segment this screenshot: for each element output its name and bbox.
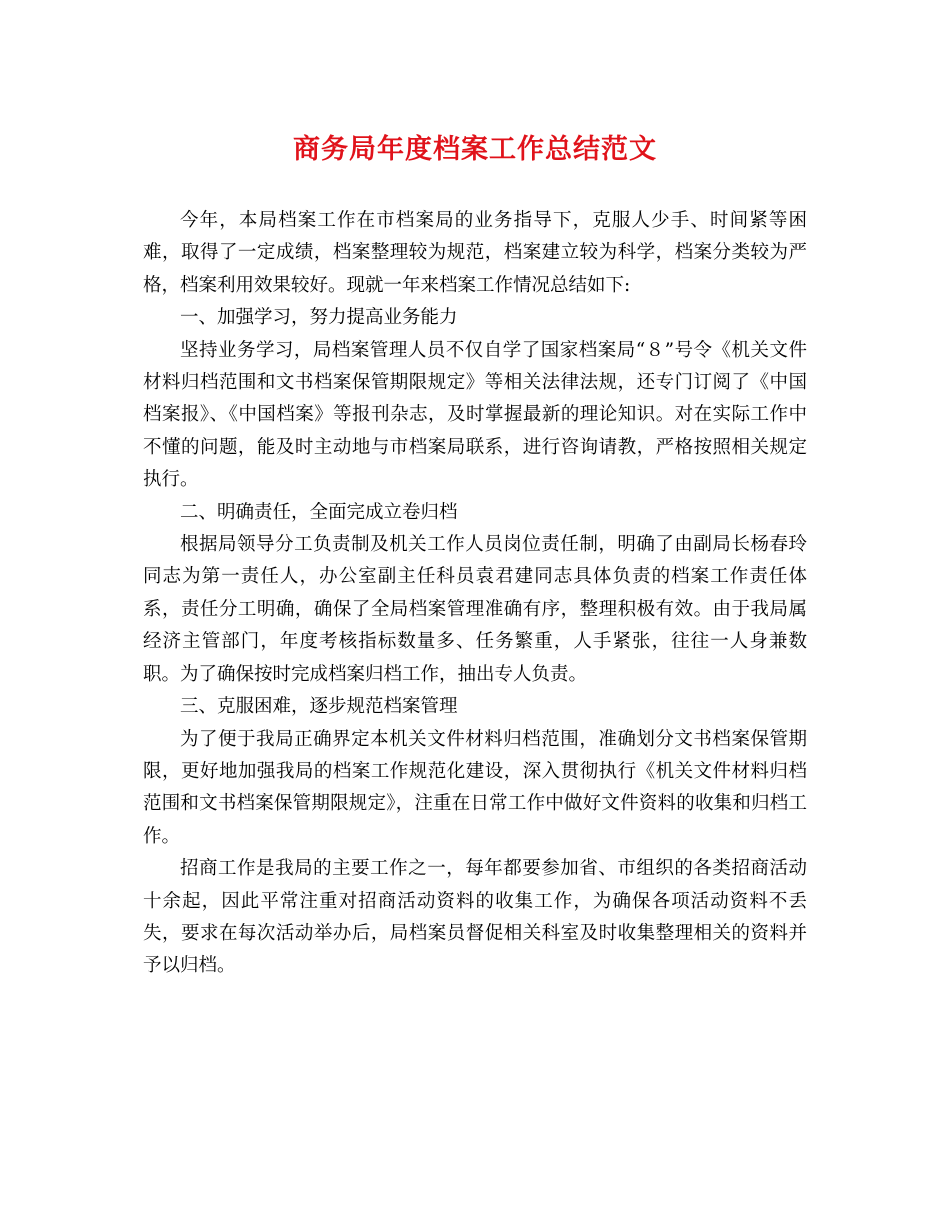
paragraph-section-2: 根据局领导分工负责制及机关工作人员岗位责任制，明确了由副局长杨春玲同志为第一责任人，办公室副主任科员袁君建同志具体负责的档案工作责任体系，责任分工明确，确保了全局档案管理准确有序，整理积极有效。由于我局属经济主管部门，年度考核指标数量多、任务繁重，人手紧张，往往一人身兼数职。为了确保按时完成档案归档工作，抽出专人负责。 [143,534,807,685]
paragraph-section-3b: 招商工作是我局的主要工作之一，每年都要参加省、市组织的各类招商活动十余起，因此平常注重对招商活动资料的收集工作，为确保各项活动资料不丢失，要求在每次活动举办后，局档案员督促相关科室及时收集整理相关的资料并予以归档。 [143,858,807,977]
document-body [143,205,807,983]
paragraph-intro: 今年，本局档案工作在市档案局的业务指导下，克服人少手、时间紧等困难，取得了一定成绩，档案整理较为规范，档案建立较为科学，档案分类较为严格，档案利用效果较好。现就一年来档案工作情况总结如下: [143,210,807,296]
section-heading-1: 一、加强学习，努力提高业务能力 [180,307,458,329]
document-title: 商务局年度档案工作总结范文 [293,134,657,165]
section-heading-2: 二、明确责任，全面完成立卷归档 [180,501,458,523]
paragraph-section-3a: 为了便于我局正确界定本机关文件材料归档范围，准确划分文书档案保管期限，更好地加强我局的档案工作规范化建设，深入贯彻执行《机关文件材料归档范围和文书档案保管期限规定》，注重在日常工作中做好文件资料的收集和归档工作。 [143,728,807,847]
section-heading-3: 三、克服困难，逐步规范档案管理 [180,696,458,718]
paragraph-section-1: 坚持业务学习，局档案管理人员不仅自学了国家档案局“８”号令《机关文件材料归档范围和文书档案保管期限规定》等相关法律法规，还专门订阅了《中国档案报》、《中国档案》等报刊杂志，及时掌握最新的理论知识。对在实际工作中不懂的问题，能及时主动地与市档案局联系，进行咨询请教，严格按照相关规定执行。 [143,339,807,491]
